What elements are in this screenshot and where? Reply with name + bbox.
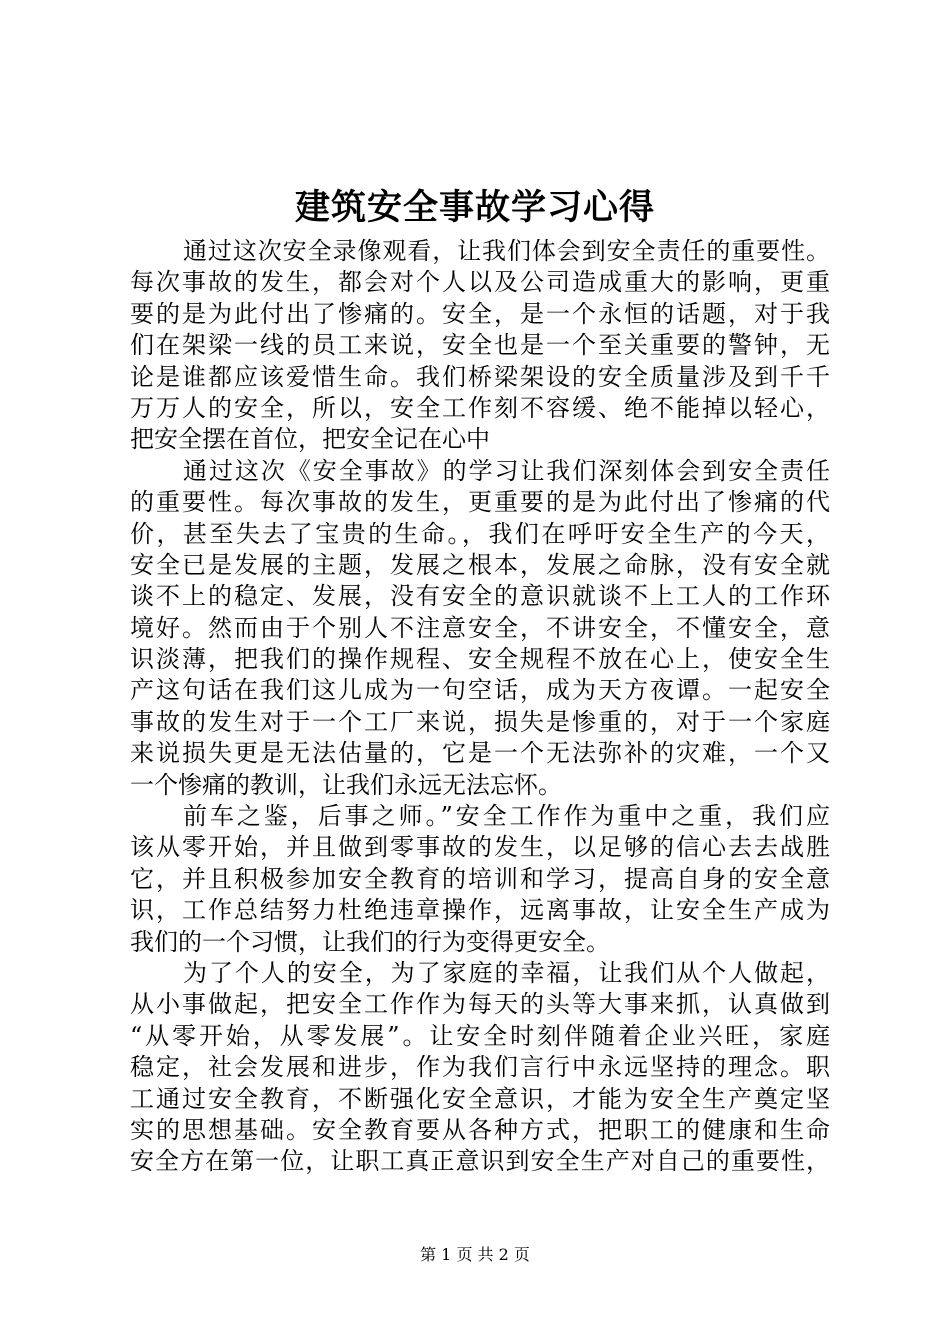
body-text-line: 识，工作总结努力杜绝违章操作，远离事故，让安全生产成为 (130, 896, 830, 925)
body-text-line: 通过这次《安全事故》的学习让我们深刻体会到安全责任 (183, 456, 830, 485)
body-text-line: 要的是为此付出了惨痛的。安全，是一个永恒的话题，对于我 (130, 299, 830, 328)
body-text-line: 价，甚至失去了宝贵的生命。，我们在呼吁安全生产的今天， (130, 519, 830, 548)
body-text-line: 谈不上的稳定、发展，没有安全的意识就谈不上工人的工作环 (130, 582, 830, 611)
body-text-line: 们在架梁一线的员工来说，安全也是一个至关重要的警钟，无 (130, 331, 830, 360)
page-footer: 第 1 页 共 2 页 (420, 1245, 530, 1264)
body-text-line: 为了个人的安全，为了家庭的幸福，让我们从个人做起， (183, 958, 830, 987)
body-text-line: 安全方在第一位，让职工真正意识到安全生产对自己的重要性， (130, 1147, 830, 1176)
body-text-line: 安全已是发展的主题，发展之根本，发展之命脉，没有安全就 (130, 550, 830, 579)
body-text-line: 把安全摆在首位，把安全记在心中 (130, 425, 490, 454)
document-body (130, 236, 830, 1178)
body-text-line: 的重要性。每次事故的发生，更重要的是为此付出了惨痛的代 (130, 488, 830, 517)
body-text-line: 境好。然而由于个别人不注意安全，不讲安全，不懂安全，意 (130, 613, 830, 642)
body-text-line: 该从零开始，并且做到零事故的发生，以足够的信心去去战胜 (130, 833, 830, 862)
body-text-line: 产这句话在我们这儿成为一句空话，成为天方夜谭。一起安全 (130, 676, 830, 705)
body-text-line: 实的思想基础。安全教育要从各种方式，把职工的健康和生命 (130, 1115, 830, 1144)
body-text-line: 事故的发生对于一个工厂来说，损失是惨重的，对于一个家庭 (130, 707, 830, 736)
body-text-line: 从小事做起，把安全工作作为每天的头等大事来抓，认真做到 (130, 990, 830, 1019)
body-text-line: 一个惨痛的教训，让我们永远无法忘怀。 (130, 770, 562, 799)
body-text-line: 它，并且积极参加安全教育的培训和学习，提高自身的安全意 (130, 864, 830, 893)
body-text-line: 每次事故的发生，都会对个人以及公司造成重大的影响，更重 (130, 268, 830, 297)
body-text-line: 稳定，社会发展和进步，作为我们言行中永远坚持的理念。职 (130, 1053, 830, 1082)
body-text-line: 工通过安全教育，不断强化安全意识，才能为安全生产奠定坚 (130, 1084, 830, 1113)
body-text-line: 论是谁都应该爱惜生命。我们桥梁架设的安全质量涉及到千千 (130, 362, 830, 391)
body-text-line: 我们的一个习惯，让我们的行为变得更安全。 (130, 927, 610, 956)
body-text-line: “从零开始，从零发展”。让安全时刻伴随着企业兴旺，家庭 (130, 1021, 830, 1050)
body-text-line: 万万人的安全，所以，安全工作刻不容缓、绝不能掉以轻心， (130, 393, 830, 422)
body-text-line: 识淡薄，把我们的操作规程、安全规程不放在心上，使安全生 (130, 645, 830, 674)
body-text-line: 前车之鉴，后事之师。”安全工作作为重中之重，我们应 (183, 802, 830, 831)
document-title: 建筑安全事故学习心得 (294, 187, 655, 228)
body-text-line: 通过这次安全录像观看，让我们体会到安全责任的重要性。 (183, 237, 830, 265)
body-text-line: 来说损失更是无法估量的，它是一个无法弥补的灾难，一个又 (130, 739, 830, 768)
